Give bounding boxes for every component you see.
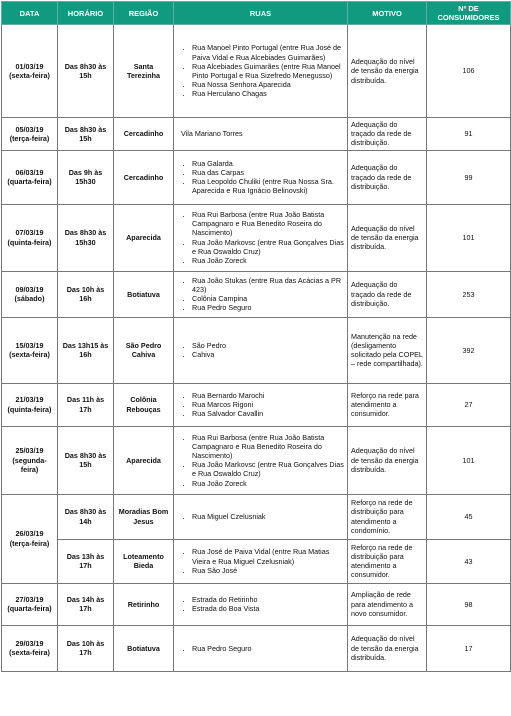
- street-item: • Rua Bernardo Marochi: [192, 391, 344, 400]
- cell-streets: [174, 539, 348, 583]
- street-item: • Estrada do Boa Vista: [192, 604, 344, 613]
- cell-streets: [174, 25, 348, 118]
- cell-region: Retirinho: [114, 583, 174, 625]
- street-text: Vila Mariano Torres: [181, 129, 243, 139]
- cell-date: 15/03/19 (sexta-feira): [2, 317, 58, 383]
- cell-time: Das 13h15 às 16h: [58, 317, 114, 383]
- street-list: [177, 341, 344, 359]
- cell-time: Das 8h30 às 15h30: [58, 204, 114, 271]
- street-list: [177, 644, 344, 653]
- street-list: [177, 276, 344, 313]
- cell-streets: [174, 383, 348, 426]
- street-item: • Rua Leopoldo Chuliki (entre Rua Nossa Sra. Aparecida e Rua Ignácio Belinovski): [192, 177, 344, 195]
- cell-time: Das 8h30 às 15h: [58, 426, 114, 494]
- street-item: • Rua João Stukas (entre Rua das Acácias a PR 423): [192, 276, 344, 294]
- street-list: [177, 210, 344, 265]
- cell-reason: Adequação do traçado da rede de distribuição.: [348, 118, 427, 151]
- cell-consumers: 98: [427, 583, 511, 625]
- cell-date: 21/03/19 (quinta-feira): [2, 383, 58, 426]
- cell-streets: [174, 271, 348, 317]
- cell-region: Botiatuva: [114, 271, 174, 317]
- street-list: [177, 595, 344, 613]
- cell-time: Das 13h às 17h: [58, 539, 114, 583]
- street-item: • São Pedro: [192, 341, 344, 350]
- cell-time: Das 8h30 às 15h: [58, 25, 114, 118]
- cell-time: Das 8h30 às 14h: [58, 494, 114, 539]
- cell-date: 09/03/19 (sábado): [2, 271, 58, 317]
- cell-date: 26/03/19 (terça-feira): [2, 494, 58, 583]
- cell-reason: Ampliação de rede para atendimento a novo consumidor.: [348, 583, 427, 625]
- table-row: [2, 494, 511, 539]
- street-item: • Rua das Carpas: [192, 168, 344, 177]
- street-list: [177, 512, 344, 521]
- cell-consumers: 392: [427, 317, 511, 383]
- street-item: • Estrada do Retirinho: [192, 595, 344, 604]
- cell-consumers: 101: [427, 426, 511, 494]
- cell-consumers: 91: [427, 118, 511, 151]
- cell-date: 01/03/19 (sexta-feira): [2, 25, 58, 118]
- table-row: [2, 118, 511, 151]
- street-item: • Rua Miguel Czelusniak: [192, 512, 344, 521]
- street-list: [177, 433, 344, 488]
- cell-region: Loteamento Bieda: [114, 539, 174, 583]
- header-time: HORÁRIO: [58, 2, 114, 25]
- header-date: DATA: [2, 2, 58, 25]
- header-consumers: Nº DE CONSUMIDORES: [427, 2, 511, 25]
- header-reason: MOTIVO: [348, 2, 427, 25]
- cell-streets: [174, 204, 348, 271]
- cell-region: São Pedro Cahiva: [114, 317, 174, 383]
- cell-streets: [174, 118, 348, 151]
- street-list: [177, 547, 344, 575]
- cell-region: Cercadinho: [114, 150, 174, 204]
- street-item: • Rua Rui Barbosa (entre Rua João Batista Campagnaro e Rua Benedito Roseira do Nascimento): [192, 433, 344, 461]
- street-item: • Rua João Markovsc (entre Rua Gonçalves Dias e Rua Oswaldo Cruz): [192, 460, 344, 478]
- table-body: [2, 25, 511, 672]
- table-row: [2, 204, 511, 271]
- street-item: • Rua Pedro Seguro: [192, 303, 344, 312]
- cell-reason: Adequação do nível de tensão da energia distribuída.: [348, 204, 427, 271]
- table-row: [2, 271, 511, 317]
- street-item: • Rua Galarda: [192, 159, 344, 168]
- cell-time: Das 10h às 17h: [58, 625, 114, 671]
- street-item: • Rua Herculano Chagas: [192, 89, 344, 98]
- street-list: [177, 391, 344, 419]
- cell-consumers: 99: [427, 150, 511, 204]
- cell-region: Moradias Bom Jesus: [114, 494, 174, 539]
- cell-reason: Adequação do traçado da rede de distribuição.: [348, 150, 427, 204]
- cell-date: 06/03/19 (quarta-feira): [2, 150, 58, 204]
- cell-consumers: 253: [427, 271, 511, 317]
- table-row: [2, 25, 511, 118]
- cell-date: 05/03/19 (terça-feira): [2, 118, 58, 151]
- street-item: • Rua Rui Barbosa (entre Rua João Batista Campagnaro e Rua Benedito Roseira do Nascimento): [192, 210, 344, 238]
- street-item: • Rua João Markovsc (entre Rua Gonçalves Dias e Rua Oswaldo Cruz): [192, 238, 344, 256]
- cell-reason: Adequação do nível de tensão da energia distribuída.: [348, 25, 427, 118]
- cell-streets: [174, 494, 348, 539]
- header-region: REGIÃO: [114, 2, 174, 25]
- street-item: • Colônia Campina: [192, 294, 344, 303]
- street-item: • Rua Salvador Cavallin: [192, 409, 344, 418]
- table-row: [2, 539, 511, 583]
- table-row: [2, 583, 511, 625]
- table-row: [2, 383, 511, 426]
- street-item: • Rua Marcos Rigoni: [192, 400, 344, 409]
- cell-consumers: 27: [427, 383, 511, 426]
- cell-consumers: 17: [427, 625, 511, 671]
- cell-streets: [174, 317, 348, 383]
- header-streets: RUAS: [174, 2, 348, 25]
- cell-date: 25/03/19 (segunda-feira): [2, 426, 58, 494]
- cell-streets: [174, 625, 348, 671]
- table-header-row: [2, 2, 511, 25]
- cell-time: Das 10h às 16h: [58, 271, 114, 317]
- cell-reason: Reforço na rede de distribuição para atendimento a consumidor.: [348, 539, 427, 583]
- street-list: [177, 43, 344, 98]
- cell-region: Colônia Rebouças: [114, 383, 174, 426]
- cell-region: Aparecida: [114, 204, 174, 271]
- cell-region: Botiatuva: [114, 625, 174, 671]
- cell-date: 29/03/19 (sexta-feira): [2, 625, 58, 671]
- cell-consumers: 43: [427, 539, 511, 583]
- cell-streets: [174, 583, 348, 625]
- street-item: • Rua Nossa Senhora Aparecida: [192, 80, 344, 89]
- street-list: [177, 159, 344, 196]
- cell-date: 07/03/19 (quinta-feira): [2, 204, 58, 271]
- cell-reason: Adequação do traçado da rede de distribuição.: [348, 271, 427, 317]
- street-item: • Rua Alcebiades Guimarães (entre Rua Manoel Pinto Portugal e Rua Sizefredo Menegusso): [192, 62, 344, 80]
- cell-streets: [174, 426, 348, 494]
- table-row: [2, 625, 511, 671]
- table-row: [2, 317, 511, 383]
- cell-region: Cercadinho: [114, 118, 174, 151]
- cell-reason: Adequação do nível de tensão da energia distribuída.: [348, 625, 427, 671]
- street-item: • Rua Manoel Pinto Portugal (entre Rua José de Paiva Vidal e Rua Alcebiades Guimarães): [192, 43, 344, 61]
- cell-consumers: 101: [427, 204, 511, 271]
- cell-time: Das 8h30 às 15h: [58, 118, 114, 151]
- cell-time: Das 11h às 17h: [58, 383, 114, 426]
- cell-date: 27/03/19 (quarta-feira): [2, 583, 58, 625]
- street-item: • Rua João Zoreck: [192, 256, 344, 265]
- cell-reason: Reforço na rede de distribuição para atendimento a condomínio.: [348, 494, 427, 539]
- street-item: • Rua José de Paiva Vidal (entre Rua Matias Vieira e Rua Miguel Czelusniak): [192, 547, 344, 565]
- cell-region: Aparecida: [114, 426, 174, 494]
- cell-reason: Reforço na rede para atendimento a consumidor.: [348, 383, 427, 426]
- street-item: • Rua Pedro Seguro: [192, 644, 344, 653]
- street-item: • Cahiva: [192, 350, 344, 359]
- street-item: • Rua São José: [192, 566, 344, 575]
- table-row: [2, 426, 511, 494]
- outage-schedule-table: [1, 1, 511, 672]
- cell-region: Santa Terezinha: [114, 25, 174, 118]
- street-item: • Rua João Zoreck: [192, 479, 344, 488]
- cell-reason: Manutenção na rede (desligamento solicitado pela COPEL – rede compartilhada).: [348, 317, 427, 383]
- cell-consumers: 106: [427, 25, 511, 118]
- cell-streets: [174, 150, 348, 204]
- cell-reason: Adequação do nível de tensão da energia distribuída.: [348, 426, 427, 494]
- cell-consumers: 45: [427, 494, 511, 539]
- cell-time: Das 9h às 15h30: [58, 150, 114, 204]
- table-row: [2, 150, 511, 204]
- cell-time: Das 14h às 17h: [58, 583, 114, 625]
